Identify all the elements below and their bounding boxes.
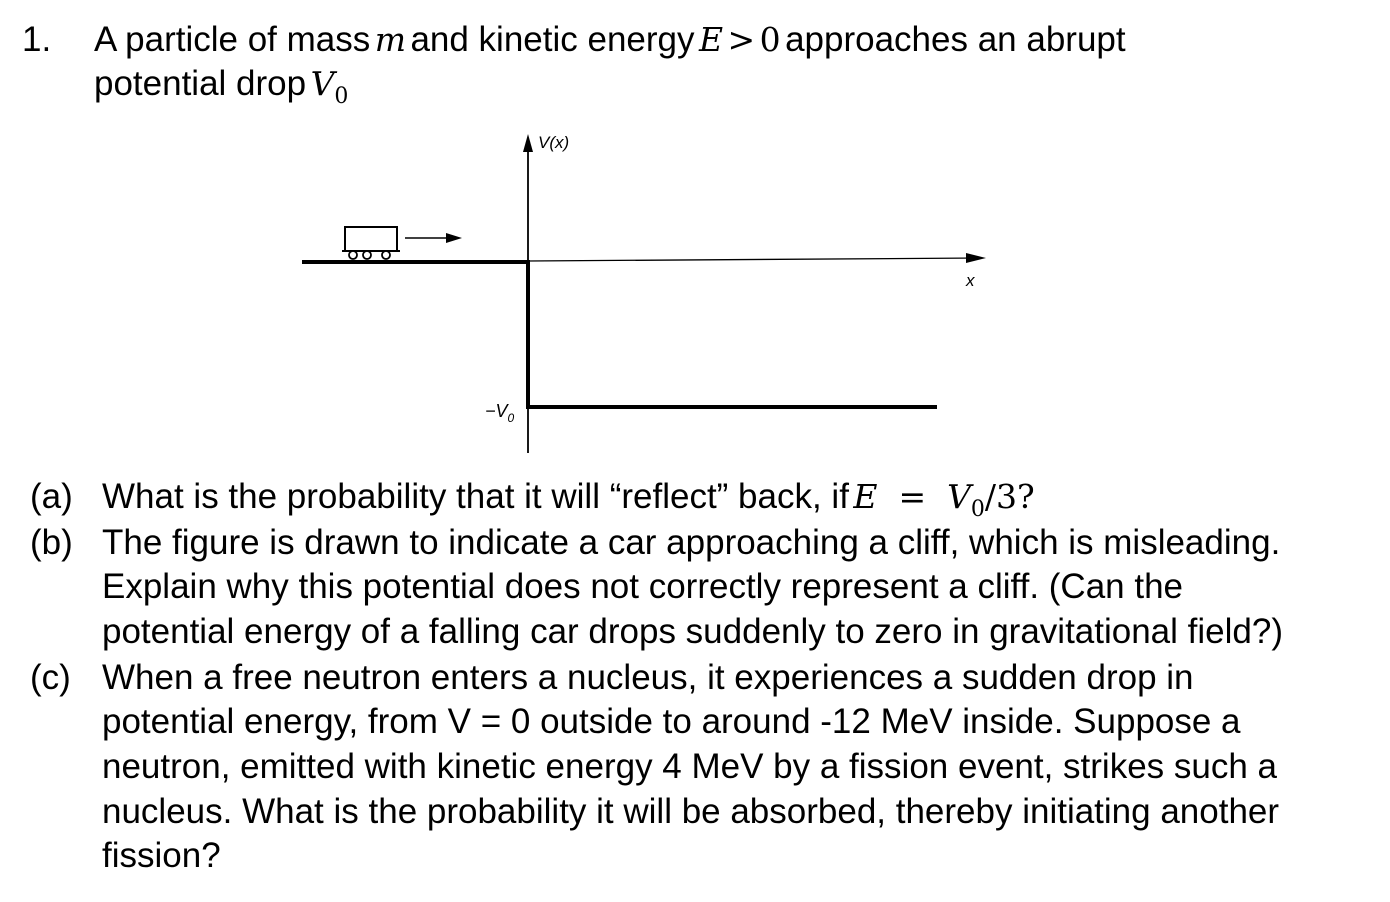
neg-v0-V: V bbox=[495, 401, 508, 421]
neg-v0-subscript: 0 bbox=[507, 411, 515, 425]
part-a-math-subscript: 0 bbox=[970, 497, 985, 522]
problem-statement-line2 bbox=[94, 62, 348, 119]
part-b-line1: The figure is drawn to indicate a car approaching a cliff, which is misleading. bbox=[102, 523, 1281, 562]
y-axis-arrow-icon bbox=[523, 134, 533, 152]
car-icon bbox=[342, 227, 400, 259]
part-b-label: (b) bbox=[30, 523, 73, 562]
motion-arrow-icon bbox=[446, 233, 462, 243]
y-axis-label: V(x) bbox=[538, 133, 570, 152]
part-a-math bbox=[853, 477, 1035, 522]
part-c-line1: When a free neutron enters a nucleus, it experiences a sudden drop in bbox=[102, 658, 1194, 697]
part-c-line5: fission? bbox=[102, 836, 221, 875]
part-b-line3: potential energy of a falling car drops suddenly to zero in gravitational field?) bbox=[102, 612, 1283, 651]
part-c-line4: nucleus. What is the probability it will be absorbed, thereby initiating another bbox=[102, 792, 1280, 831]
potential-symbol bbox=[310, 64, 349, 109]
x-axis-label: x bbox=[966, 271, 975, 290]
zero-value: 0 bbox=[759, 20, 781, 59]
part-a-math-after: /3? bbox=[984, 477, 1035, 516]
part-a-label: (a) bbox=[30, 477, 73, 516]
potential-drop-figure bbox=[290, 120, 1010, 465]
neg-v0-minus: − bbox=[485, 401, 496, 421]
part-c-line3: neutron, emitted with kinetic energy 4 MeV by a fission event, strikes such a bbox=[102, 747, 1278, 786]
part-c-label: (c) bbox=[30, 658, 71, 697]
intro-text-c: approaches an abrupt bbox=[785, 20, 1126, 59]
problem-number: 1. bbox=[22, 20, 52, 59]
intro-text-b: and kinetic energy bbox=[410, 20, 695, 59]
intro-line2-text: potential drop bbox=[94, 64, 307, 103]
x-axis bbox=[528, 258, 980, 261]
part-c-line2: potential energy, from V = 0 outside to around -12 MeV inside. Suppose a bbox=[102, 702, 1241, 741]
part-a-math-main: E = V bbox=[853, 477, 971, 516]
potential-V: V bbox=[310, 64, 335, 103]
mass-symbol: m bbox=[374, 20, 406, 59]
part-a-text: What is the probability that it will “reflect” back, if bbox=[102, 477, 849, 516]
intro-text-a: A particle of mass bbox=[94, 20, 371, 59]
part-b-line2: Explain why this potential does not correctly represent a cliff. (Can the bbox=[102, 567, 1184, 606]
x-axis-arrow-icon bbox=[966, 253, 986, 263]
energy-symbol: E bbox=[698, 20, 724, 59]
greater-than-symbol: > bbox=[727, 20, 756, 59]
neg-v0-label bbox=[485, 401, 515, 425]
potential-subscript: 0 bbox=[334, 84, 349, 109]
